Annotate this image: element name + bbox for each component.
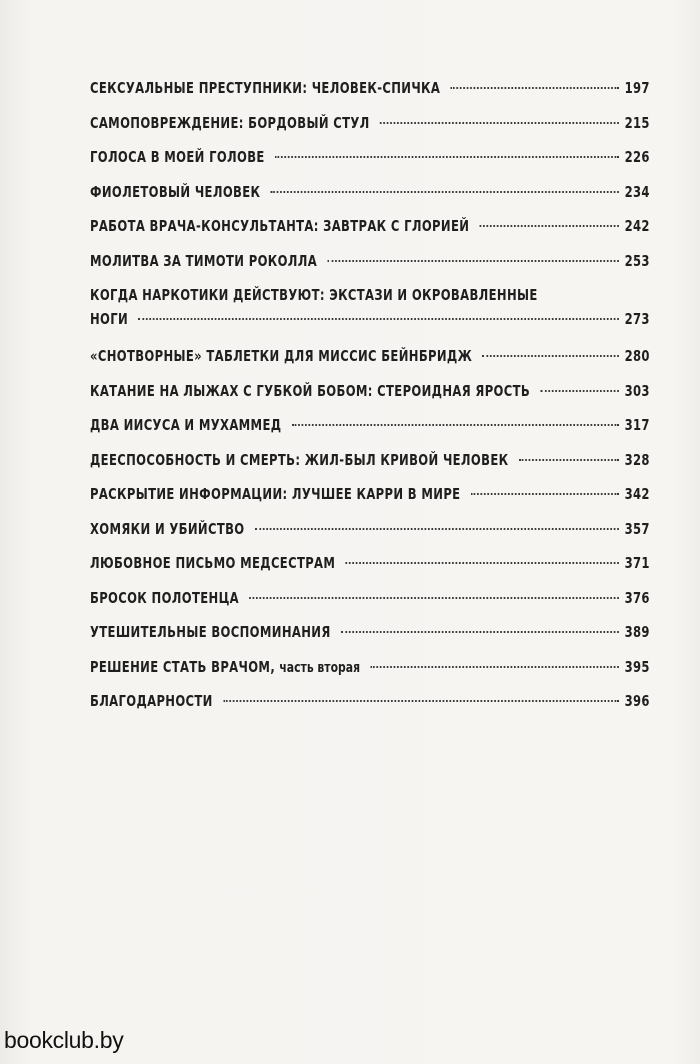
toc-entry xyxy=(90,283,650,344)
toc-entry-title: ХОМЯКИ И УБИЙСТВО xyxy=(90,519,245,538)
toc-entry xyxy=(90,586,650,621)
toc-entry-page: 226 xyxy=(624,148,650,166)
dot-leader xyxy=(540,390,619,392)
dot-leader xyxy=(451,87,619,89)
toc-entry-title-continued: НОГИ xyxy=(90,310,129,328)
toc-entry-title: УТЕШИТЕЛЬНЫЕ ВОСПОМИНАНИЯ xyxy=(90,623,331,641)
dot-leader xyxy=(327,260,618,262)
toc-entry-title: ЛЮБОВНОЕ ПИСЬМО МЕДСЕСТРАМ xyxy=(90,554,336,572)
toc-entry xyxy=(90,214,650,249)
toc-entry-title: КАТАНИЕ НА ЛЫЖАХ С ГУБКОЙ БОБОМ: СТЕРОИДНАЯ ЯРОСТЬ xyxy=(90,381,531,400)
toc-entry-page: 328 xyxy=(624,450,650,469)
toc-entry-title: РАСКРЫТИЕ ИНФОРМАЦИИ: ЛУЧШЕЕ КАРРИ В МИРЕ xyxy=(90,485,461,503)
toc-entry-title: БЛАГОДАРНОСТИ xyxy=(90,692,213,710)
toc-entry-title: РАБОТА ВРАЧА-КОНСУЛЬТАНТА: ЗАВТРАК С ГЛОРИЕЙ xyxy=(90,217,470,235)
toc-entry-title: «СНОТВОРНЫЕ» ТАБЛЕТКИ ДЛЯ МИССИС БЕЙНБРИДЖ xyxy=(90,347,473,365)
toc-entry xyxy=(90,655,650,690)
dot-leader xyxy=(223,700,619,702)
dot-leader xyxy=(380,122,619,124)
dot-leader xyxy=(341,631,619,633)
toc-entry-title: КОГДА НАРКОТИКИ ДЕЙСТВУЮТ: ЭКСТАЗИ И ОКРОВАВЛЕННЫЕ xyxy=(90,286,538,304)
toc-entry-page: 357 xyxy=(624,519,650,538)
toc-entry xyxy=(90,379,650,414)
toc-entry xyxy=(90,249,650,284)
dot-leader xyxy=(519,459,619,461)
toc-entry-page: 376 xyxy=(624,588,650,607)
toc-entry-page: 242 xyxy=(624,217,650,235)
dot-leader xyxy=(471,493,619,495)
toc-entry-page: 215 xyxy=(624,113,650,132)
toc-entry-page: 342 xyxy=(624,485,650,503)
toc-entry xyxy=(90,413,650,448)
toc-entry xyxy=(90,145,650,180)
toc-entry xyxy=(90,482,650,517)
dot-leader xyxy=(292,424,619,426)
site-watermark: bookclub.by xyxy=(4,1027,124,1053)
toc-entry xyxy=(90,517,650,552)
toc-entry-title: ГОЛОСА В МОЕЙ ГОЛОВЕ xyxy=(90,148,265,166)
toc-entry-page: 273 xyxy=(624,310,650,328)
toc-entry-title: РЕШЕНИЕ СТАТЬ ВРАЧОМ, xyxy=(90,657,276,676)
toc-entry-page: 197 xyxy=(624,79,650,97)
toc-entry-page: 303 xyxy=(624,381,650,400)
dot-leader xyxy=(271,191,619,193)
toc-entry-page: 317 xyxy=(624,416,650,434)
dot-leader xyxy=(482,355,618,357)
toc-entry-page: 280 xyxy=(624,347,650,365)
toc-entry xyxy=(90,111,650,146)
dot-leader xyxy=(249,597,619,599)
toc-entry-page: 371 xyxy=(624,554,650,572)
toc-entry-title: МОЛИТВА ЗА ТИМОТИ РОКОЛЛА xyxy=(90,251,318,270)
toc-entry-title: САМОПОВРЕЖДЕНИЕ: БОРДОВЫЙ СТУЛ xyxy=(90,113,370,132)
dot-leader xyxy=(370,666,619,668)
toc-entry xyxy=(90,551,650,586)
toc-entry xyxy=(90,180,650,215)
dot-leader xyxy=(275,156,619,158)
toc-entry-title: ФИОЛЕТОВЫЙ ЧЕЛОВЕК xyxy=(90,182,261,201)
toc-entry-title: ДВА ИИСУСА И МУХАММЕД xyxy=(90,416,282,434)
toc-entry xyxy=(90,620,650,655)
toc-entry xyxy=(90,448,650,483)
dot-leader xyxy=(480,225,619,227)
toc-entry-page: 389 xyxy=(624,623,650,641)
toc-entry-page: 396 xyxy=(624,692,650,710)
toc-entry xyxy=(90,344,650,379)
toc-entry-title: ДЕЕСПОСОБНОСТЬ И СМЕРТЬ: ЖИЛ-БЫЛ КРИВОЙ ЧЕЛОВЕК xyxy=(90,450,509,469)
dot-leader xyxy=(255,528,619,530)
toc-entry-subtitle: часть вторая xyxy=(279,659,361,676)
toc-entry xyxy=(90,689,650,724)
dot-leader xyxy=(346,562,619,564)
dot-leader xyxy=(138,318,619,320)
table-of-contents xyxy=(90,76,650,724)
toc-entry-page: 395 xyxy=(624,657,650,676)
toc-entry-title: СЕКСУАЛЬНЫЕ ПРЕСТУПНИКИ: ЧЕЛОВЕК-СПИЧКА xyxy=(90,79,441,97)
toc-entry-title: БРОСОК ПОЛОТЕНЦА xyxy=(90,588,240,607)
toc-entry-page: 234 xyxy=(624,182,650,201)
toc-entry xyxy=(90,76,650,111)
toc-entry-page: 253 xyxy=(624,251,650,270)
